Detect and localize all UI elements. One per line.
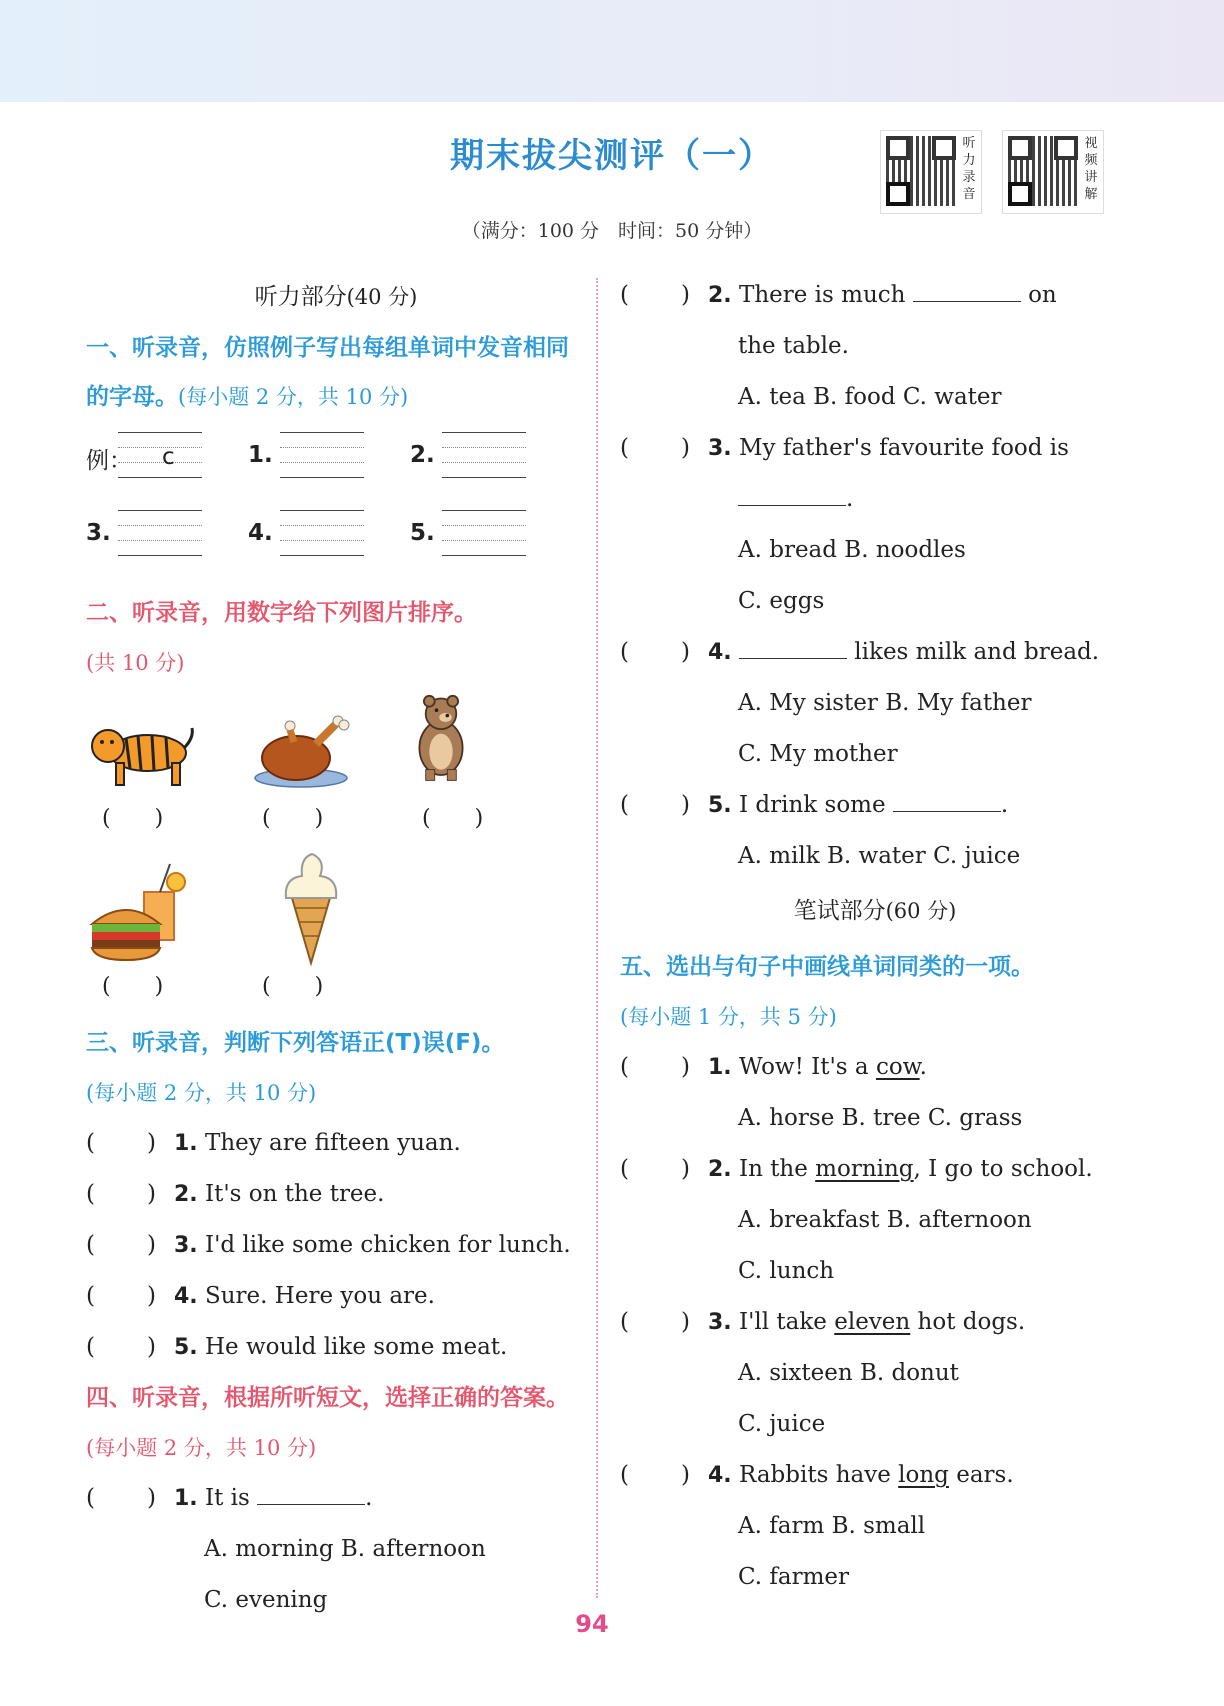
writing-line-5[interactable] [442, 510, 526, 556]
mc-options: C. lunch [738, 1258, 835, 1284]
mc-options: A. farm B. small [738, 1513, 926, 1539]
answer-paren[interactable]: ( ) [86, 1283, 156, 1309]
answer-paren[interactable]: ( ) [620, 435, 690, 461]
mc-question: ( ) 4. Rabbits have long ears. [620, 1450, 1130, 1501]
item-number: 4. [248, 520, 273, 546]
underlined-word: eleven [834, 1309, 911, 1335]
mc-options: A. breakfast B. afternoon [738, 1207, 1032, 1233]
item-number: 1. [248, 442, 273, 468]
answer-blank[interactable] [739, 638, 847, 659]
mc-options: C. farmer [738, 1564, 850, 1590]
tf-item: ( ) 3. I'd like some chicken for lunch. [86, 1220, 586, 1271]
answer-paren[interactable]: ( ) [86, 1130, 156, 1156]
listening-part-title: 听力部分(40 分) [254, 284, 418, 310]
mc-options: C. juice [738, 1411, 826, 1437]
bear-picture [386, 694, 496, 784]
tf-item: ( ) 2. It's on the tree. [86, 1169, 586, 1220]
roast-chicken-picture [246, 708, 356, 798]
burger-juice-picture [86, 858, 196, 968]
picture-answer-paren[interactable]: ( ) [262, 974, 324, 999]
section-2-pictures [86, 688, 586, 1018]
mc-question: ( ) 2. There is much on [620, 270, 1130, 321]
column-divider [596, 278, 598, 1598]
answer-paren[interactable]: ( ) [620, 1462, 690, 1488]
left-column [86, 270, 586, 1626]
answer-blank[interactable] [738, 485, 846, 506]
mc-question: ( ) 2. In the morning, I go to school. [620, 1144, 1130, 1195]
item-number: 3. [86, 520, 111, 546]
answer-blank[interactable] [257, 1484, 365, 1505]
mc-options: C. My mother [738, 741, 898, 767]
mc-options: A. horse B. tree C. grass [738, 1105, 1023, 1131]
section-1-writing-area [86, 422, 586, 588]
mc-options: A. milk B. water C. juice [738, 843, 1021, 869]
question-continuation: the table. [738, 333, 849, 359]
section-3-title: 三、听录音，判断下列答语正(T)误(F)。 (每小题 2 分，共 10 分) [86, 1030, 505, 1105]
qr-code-video[interactable] [1002, 130, 1104, 214]
picture-answer-paren[interactable]: ( ) [102, 806, 164, 831]
underlined-word: cow [875, 1054, 920, 1080]
writing-part-title: 笔试部分(60 分) [793, 898, 957, 924]
mc-options: C. eggs [738, 588, 825, 614]
item-number: 2. [410, 442, 435, 468]
top-header-band [0, 0, 1224, 102]
mc-question: ( ) 4. likes milk and bread. [620, 627, 1130, 678]
mc-options: A. bread B. noodles [738, 537, 966, 563]
answer-blank[interactable] [913, 281, 1021, 302]
mc-question: ( ) 3. I'll take eleven hot dogs. [620, 1297, 1130, 1348]
writing-line-1[interactable] [280, 432, 364, 478]
writing-line-3[interactable] [118, 510, 202, 556]
question-continuation: . [620, 474, 1130, 525]
page-title: 期末拔尖测评（一） [450, 136, 774, 176]
qr-video-label: 视频讲解 [1084, 136, 1098, 202]
answer-paren[interactable]: ( ) [620, 282, 690, 308]
section-4-title: 四、听录音，根据所听短文，选择正确的答案。(每小题 2 分，共 10 分) [86, 1385, 569, 1460]
underlined-word: morning [815, 1156, 914, 1182]
answer-paren[interactable]: ( ) [620, 792, 690, 818]
answer-paren[interactable]: ( ) [86, 1485, 156, 1511]
mc-options: A. tea B. food C. water [738, 384, 1002, 410]
tf-item: ( ) 5. He would like some meat. [86, 1322, 586, 1373]
answer-paren[interactable]: ( ) [620, 1309, 690, 1335]
answer-blank[interactable] [893, 791, 1001, 812]
mc-options: A. sixteen B. donut [738, 1360, 959, 1386]
tiger-picture [86, 708, 196, 798]
example-writing-line [118, 432, 202, 478]
writing-line-4[interactable] [280, 510, 364, 556]
answer-paren[interactable]: ( ) [620, 1156, 690, 1182]
mc-question: ( ) 5. I drink some . [620, 780, 1130, 831]
mc-question: ( ) 1. It is . [86, 1473, 586, 1524]
section-2-title: 二、听录音，用数字给下列图片排序。 (共 10 分) [86, 600, 477, 675]
mc-question: ( ) 3. My father's favourite food is [620, 423, 1130, 474]
mc-options: A. My sister B. My father [738, 690, 1032, 716]
picture-answer-paren[interactable]: ( ) [262, 806, 324, 831]
writing-line-2[interactable] [442, 432, 526, 478]
qr-code-listening[interactable] [880, 130, 982, 214]
qr-listening-label: 听力录音 [962, 136, 976, 202]
section-1-title: 一、听录音，仿照例子写出每组单词中发音相同的字母。(每小题 2 分，共 10 分) [86, 335, 569, 410]
answer-paren[interactable]: ( ) [620, 1054, 690, 1080]
picture-answer-paren[interactable]: ( ) [102, 974, 164, 999]
page-number: 94 [575, 1610, 609, 1638]
item-number: 5. [410, 520, 435, 546]
mc-question: ( ) 1. Wow! It's a cow. [620, 1042, 1130, 1093]
answer-paren[interactable]: ( ) [86, 1181, 156, 1207]
exam-info: （满分：100 分 时间：50 分钟） [461, 220, 763, 242]
right-column [620, 270, 1130, 1603]
mc-options: C. evening [204, 1587, 328, 1613]
tf-item: ( ) 1. They are fifteen yuan. [86, 1118, 586, 1169]
tf-item: ( ) 4. Sure. Here you are. [86, 1271, 586, 1322]
example-label: 例： [86, 448, 132, 474]
answer-paren[interactable]: ( ) [86, 1232, 156, 1258]
example-answer: c [162, 444, 175, 470]
picture-answer-paren[interactable]: ( ) [422, 806, 484, 831]
mc-options: A. morning B. afternoon [204, 1536, 486, 1562]
ice-cream-picture [256, 848, 366, 968]
answer-paren[interactable]: ( ) [620, 639, 690, 665]
section-5-title: 五、选出与句子中画线单词同类的一项。 (每小题 1 分，共 5 分) [620, 954, 1034, 1029]
answer-paren[interactable]: ( ) [86, 1334, 156, 1360]
underlined-word: long [898, 1462, 949, 1488]
